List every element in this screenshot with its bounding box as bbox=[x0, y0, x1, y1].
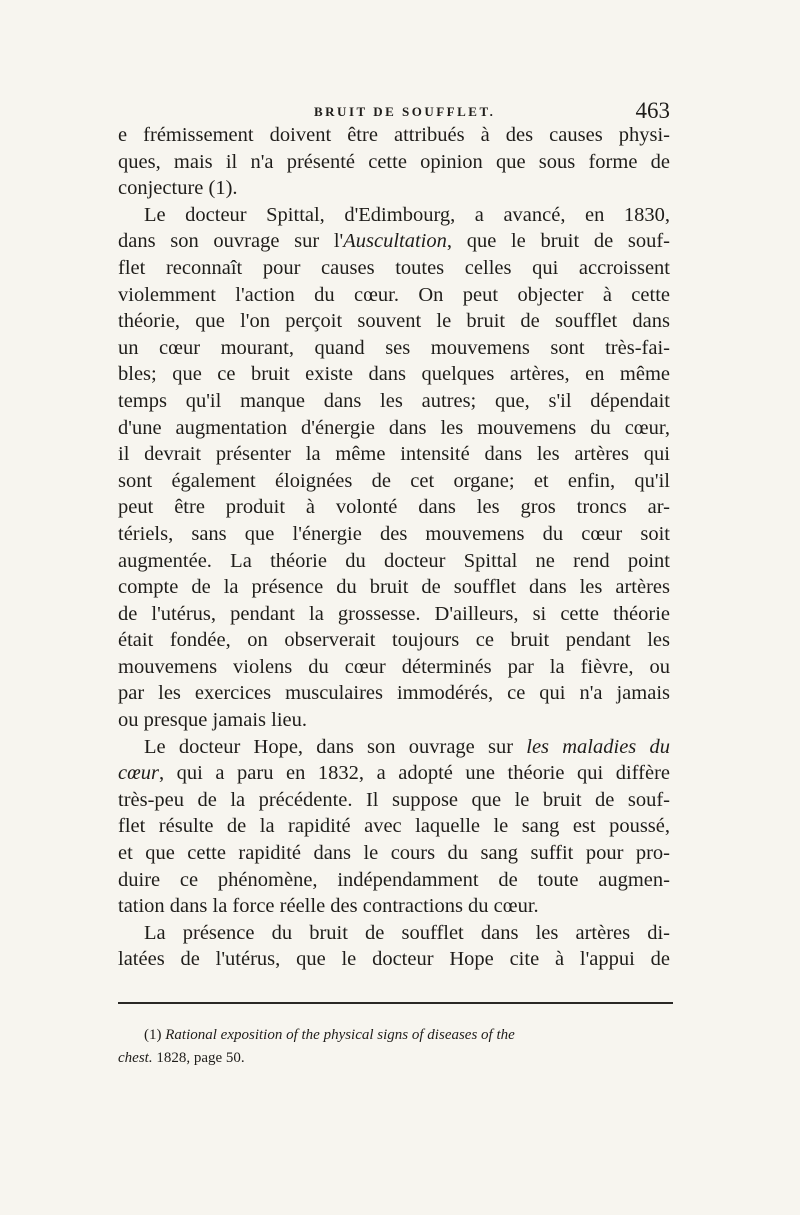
text-line: mouvemens violens du cœur déterminés par la fièvre, ou bbox=[118, 655, 670, 678]
running-head: BRUIT DE SOUFFLET. bbox=[314, 104, 496, 119]
text-line: latées de l'utérus, que le docteur Hope cite à l'appui de bbox=[118, 948, 670, 971]
footnote-citation: 1828, page 50. bbox=[152, 1050, 245, 1066]
text-fragment: dans son ouvrage sur l' bbox=[118, 230, 344, 253]
text-line: tation dans la force réelle des contractions du cœur. bbox=[118, 895, 539, 918]
text-line: e frémissement doivent être attribués à des causes physi- bbox=[118, 124, 670, 146]
text-line: de l'utérus, pendant la grossesse. D'ailleurs, si cette théorie bbox=[118, 602, 670, 625]
text-line: temps qu'il manque dans les autres; que, s'il dépendait bbox=[118, 389, 670, 412]
text-line: par les exercices musculaires immodérés, ce qui n'a jamais bbox=[118, 682, 670, 705]
text-line: théorie, que l'on perçoit souvent le bruit de soufflet dans bbox=[118, 310, 670, 333]
text-line bbox=[118, 228, 670, 255]
text-line: il devrait présenter la même intensité dans les artères qui bbox=[118, 443, 670, 466]
text-line: sont également éloignées de cet organe; et enfin, qu'il bbox=[118, 469, 670, 492]
text-line: flet résulte de la rapidité avec laquelle le sang est poussé, bbox=[118, 815, 670, 838]
body-text bbox=[118, 122, 670, 973]
italic-title: les maladies du bbox=[526, 735, 670, 758]
text-line: peut être produit à volonté dans les gros troncs ar- bbox=[118, 496, 670, 519]
text-line: Le docteur Spittal, d'Edimbourg, a avancé, en 1830, bbox=[144, 203, 670, 226]
text-line: un cœur mourant, quand ses mouvemens sont très-fai- bbox=[118, 336, 670, 359]
footnote-divider bbox=[118, 1002, 673, 1004]
text-fragment: Le docteur Hope, dans son ouvrage sur bbox=[144, 735, 527, 758]
text-line: très-peu de la précédente. Il suppose que le bruit de souf- bbox=[118, 788, 670, 811]
italic-title: Auscultation bbox=[343, 230, 447, 253]
text-line: était fondée, on observerait toujours ce bruit pendant les bbox=[118, 629, 670, 652]
footnote-line bbox=[118, 1047, 670, 1070]
footnote-title-cont: chest. bbox=[118, 1050, 153, 1066]
text-line: duire ce phénomène, indépendamment de toute augmen- bbox=[118, 868, 670, 891]
page-number: 463 bbox=[635, 98, 670, 123]
text-fragment: , que le bruit de souf- bbox=[446, 230, 671, 253]
text-fragment: , qui a paru en 1832, a adopté une théorie qui diffère bbox=[159, 762, 670, 785]
text-line: augmentée. La théorie du docteur Spittal ne rend point bbox=[118, 549, 670, 572]
text-line: et que cette rapidité dans le cours du sang suffit pour pro- bbox=[118, 842, 670, 865]
text-line: La présence du bruit de soufflet dans les artères di- bbox=[144, 921, 670, 944]
text-line: bles; que ce bruit existe dans quelques artères, en même bbox=[118, 363, 670, 386]
text-line: ou presque jamais lieu. bbox=[118, 709, 308, 732]
text-line: flet reconnaît pour causes toutes celles qui accroissent bbox=[118, 256, 670, 279]
italic-title: cœur bbox=[118, 762, 159, 785]
footnote-marker: (1) bbox=[144, 1027, 162, 1043]
footnote-line bbox=[118, 1024, 670, 1047]
footnote-title: Rational exposition of the physical signs of diseases of the bbox=[165, 1027, 515, 1043]
text-line: conjecture (1). bbox=[118, 177, 238, 200]
text-line bbox=[118, 734, 670, 761]
text-line: d'une augmentation d'énergie dans les mouvemens du cœur, bbox=[118, 416, 670, 439]
footnote bbox=[118, 1024, 670, 1070]
text-line: violemment l'action du cœur. On peut objecter à cette bbox=[118, 283, 670, 306]
text-line: ques, mais il n'a présenté cette opinion que sous forme de bbox=[118, 150, 670, 173]
text-line: compte de la présence du bruit de soufflet dans les artères bbox=[118, 576, 670, 599]
text-line: tériels, sans que l'énergie des mouvemens du cœur soit bbox=[118, 522, 670, 545]
text-line bbox=[118, 760, 670, 787]
